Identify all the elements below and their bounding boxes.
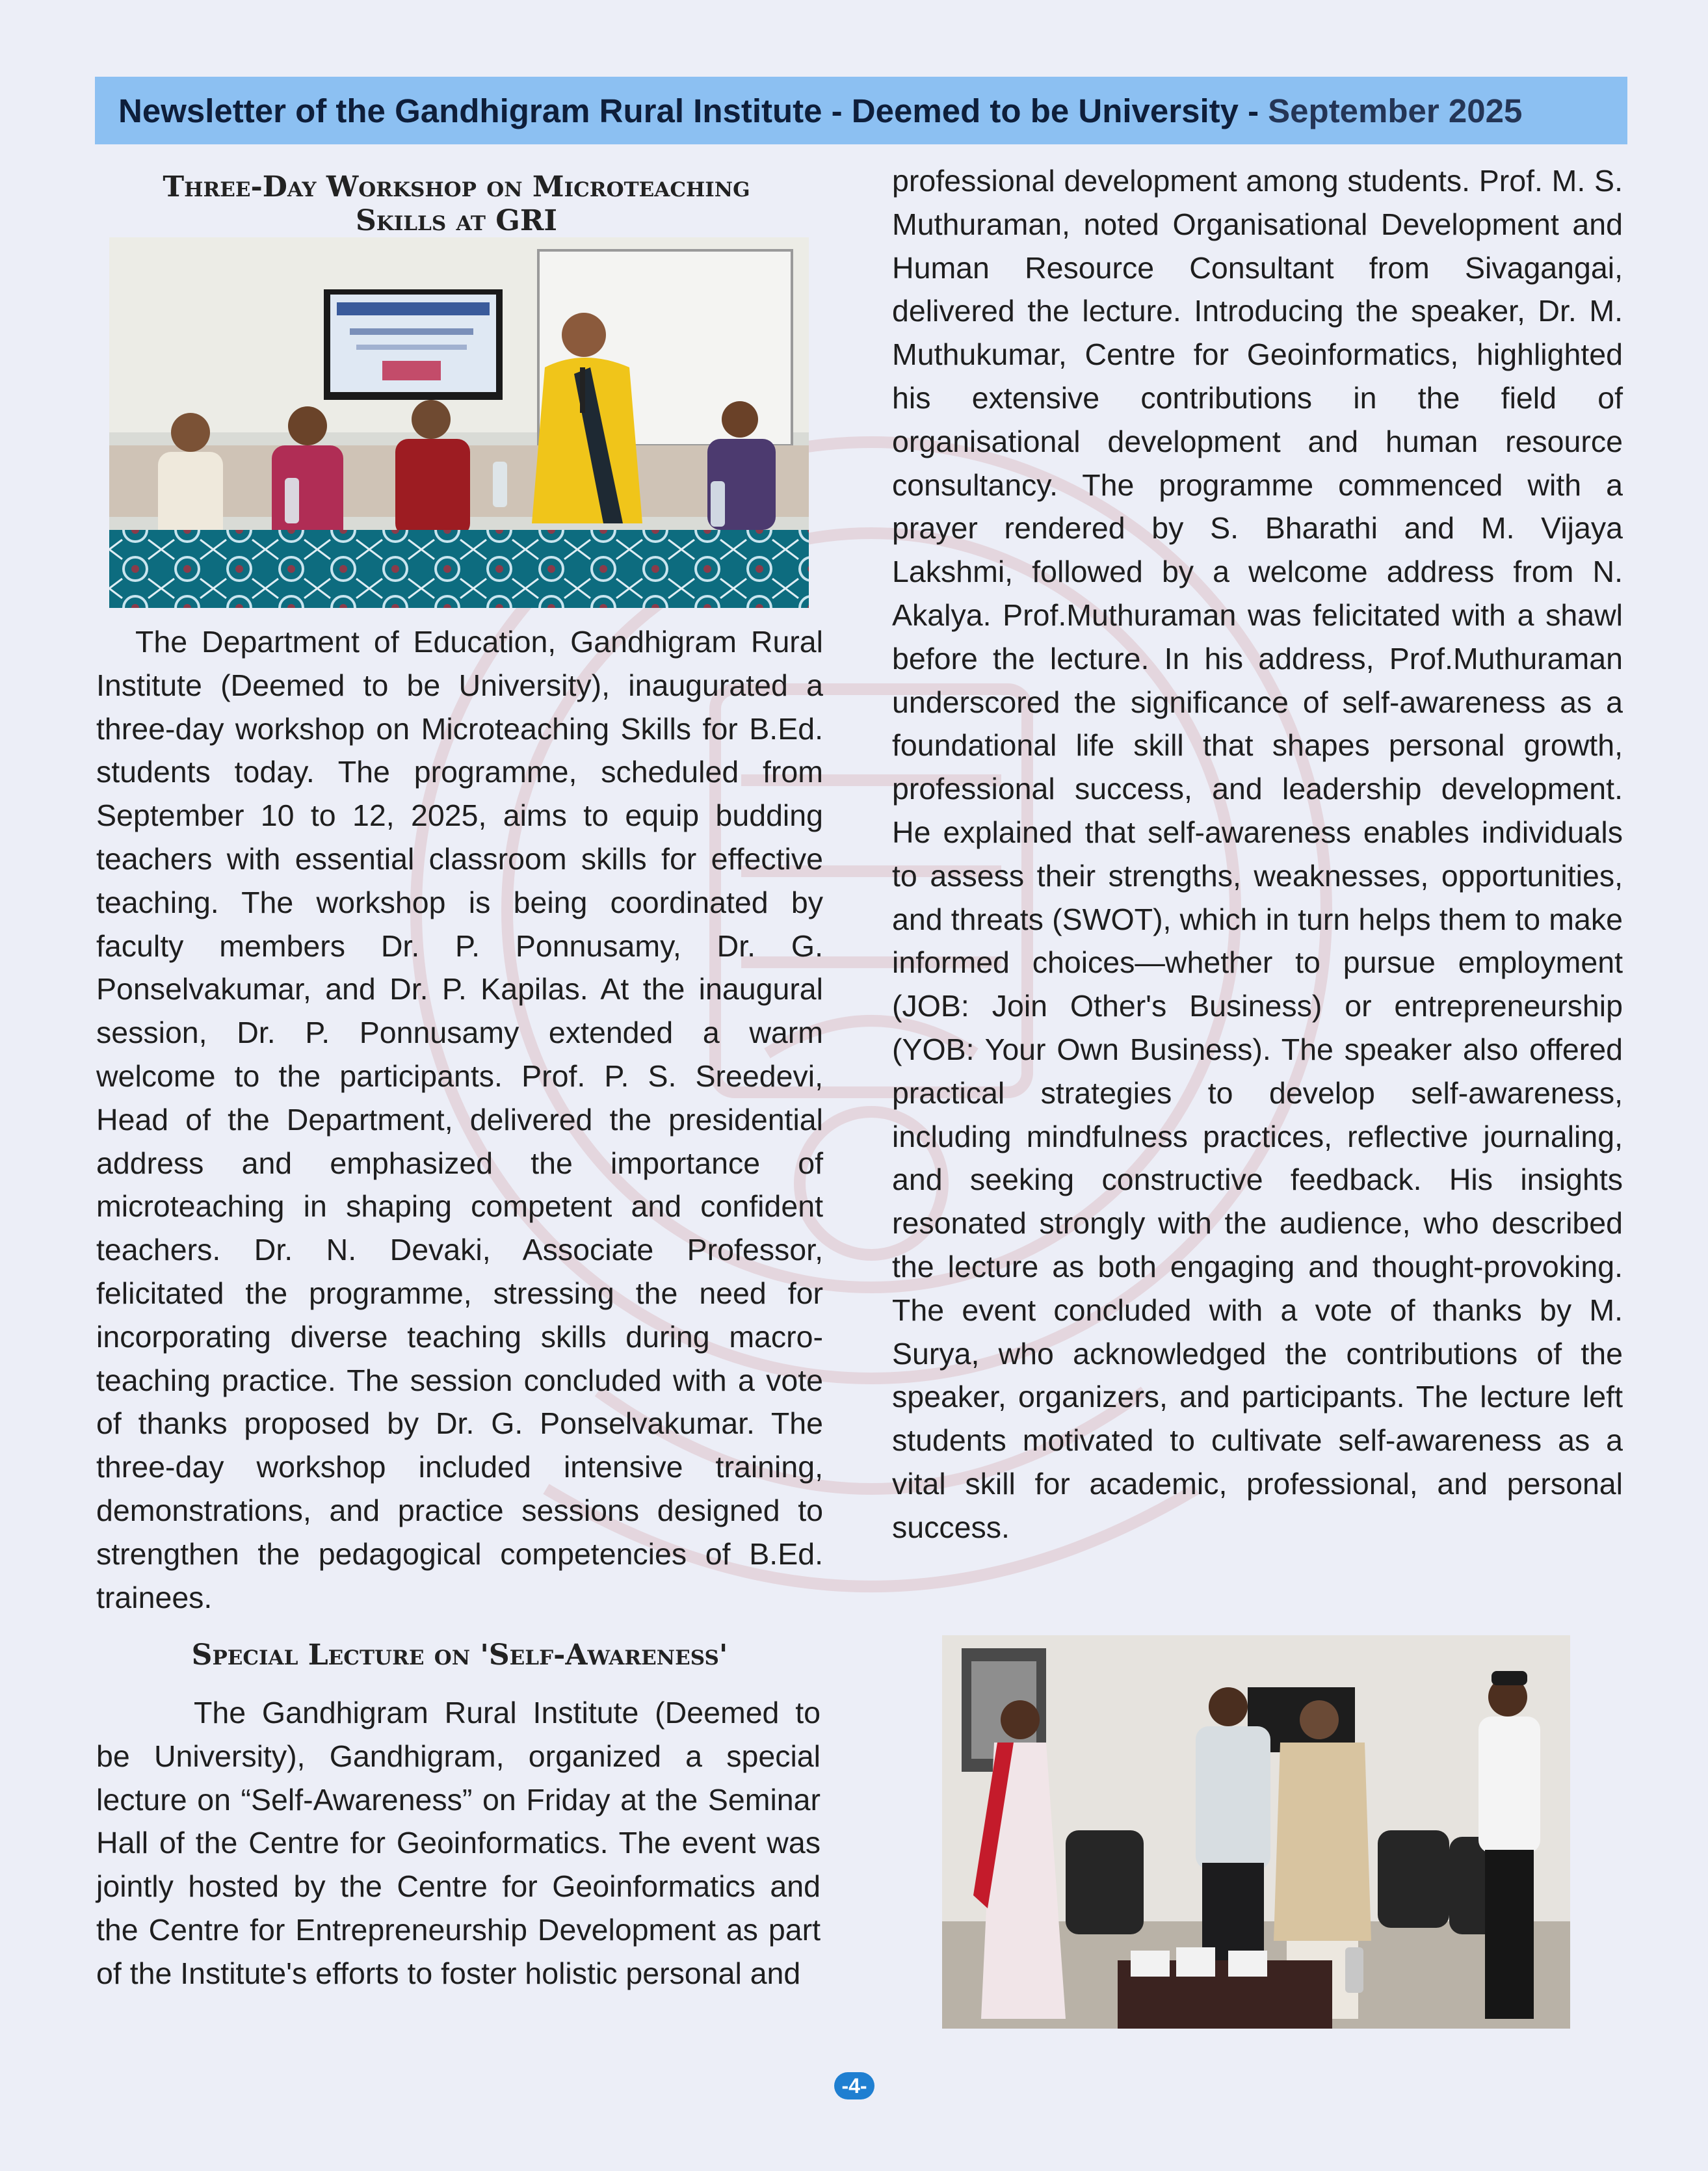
article1-title-line2: Skills at GRI	[356, 204, 557, 237]
article1-paragraph: The Department of Education, Gandhigram Rural Institute (Deemed to be University), inaugurated a three-day workshop on Microteaching Skills for B.Ed. students today. The programme, scheduled from September 10 to 12, 2025, aims to equip budding teachers with essential classroom skills for effective teaching. The workshop is being coordinated by faculty members Dr. P. Ponnusamy, Dr. G. Ponselvakumar, and Dr. P. Kapilas. At the inaugural session, Dr. P. Ponnusamy extended a warm welcome to the participants. Prof. P. S. Sreedevi, Head of the Department, delivered the presidential address and emphasized the importance of microteaching in shaping competent and confident teachers. Dr. N. Devaki, Associate Professor, felicitated the programme, stressing the need for incorporating diverse teaching skills during macro-teaching practice. The session concluded with a vote of thanks proposed by Dr. G. Ponselvakumar. The three-day workshop included intensive training, demonstrations, and practice sessions designed to strengthen the pedagogical competencies of B.Ed. trainees.	[96, 625, 823, 1614]
lecture-felicitation-photo	[942, 1635, 1570, 2029]
standing-young-man	[1478, 1671, 1540, 2019]
newsletter-header-bar	[95, 77, 1627, 144]
chair-left	[1066, 1830, 1144, 1934]
workshop-inauguration-photo	[109, 237, 809, 608]
article2-paragraph-part2: professional development among students. Prof. M. S. Muthuraman, noted Organisational Development and Human Resource Consultant from Sivagangai, delivered the lecture. Introducing the speaker, Dr. M. Muthukumar, Centre for Geoinformatics, highlighted his extensive contributions in the field of organisational development and human resource consultancy. The programme commenced with a prayer rendered by S. Bharathi and M. Vijaya Lakshmi, followed by a welcome address from N. Akalya. Prof.Muthuraman was felicitated with a shawl before the lecture. In his address, Prof.Muthuraman underscored the significance of self-awareness as a foundational life skill that shapes personal growth, professional success, and leadership development. He explained that self-awareness enables individuals to assess their strengths, weaknesses, opportunities, and threats (SWOT), which in turn helps them to make informed choices—whether to pursue employment (JOB: Join Other's Business) or entrepreneurship (YOB: Your Own Business). The speaker also offered practical strategies to develop self-awareness, including mindfulness practices, reflective journaling, and seeking constructive feedback. His insights resonated strongly with the audience, who described the lecture as both engaging and thought-provoking. The event concluded with a vote of thanks by M. Surya, who acknowledged the contributions of the speaker, organizers, and participants. The lecture left students motivated to cultivate self-awareness as a vital skill for academic, professional, and personal success.	[892, 164, 1623, 1544]
article1-title-line1: Three-Day Workshop on Microteaching	[163, 170, 750, 204]
page-number-badge: -4-	[834, 2072, 874, 2099]
article2-paragraph-part1: The Gandhigram Rural Institute (Deemed to be University), Gandhigram, organized a special lecture on “Self-Awareness” on Friday at the Seminar Hall of the Centre for Geoinformatics. The event was jointly hosted by the Centre for Geoinformatics and the Centre for Entrepreneurship Development as part of the Institute's efforts to foster holistic personal and	[96, 1696, 821, 1990]
newsletter-date: September 2025	[1268, 92, 1523, 129]
article2-title-text: Special Lecture on 'Self-Awareness'	[191, 1638, 728, 1672]
article2-title	[96, 1638, 823, 1672]
article2-body-right	[892, 159, 1623, 1549]
article2-body-left	[96, 1691, 821, 1995]
newsletter-title: Newsletter of the Gandhigram Rural Institute - Deemed to be University -	[118, 92, 1259, 129]
article1-body	[96, 620, 823, 1619]
article1-title	[96, 170, 817, 238]
